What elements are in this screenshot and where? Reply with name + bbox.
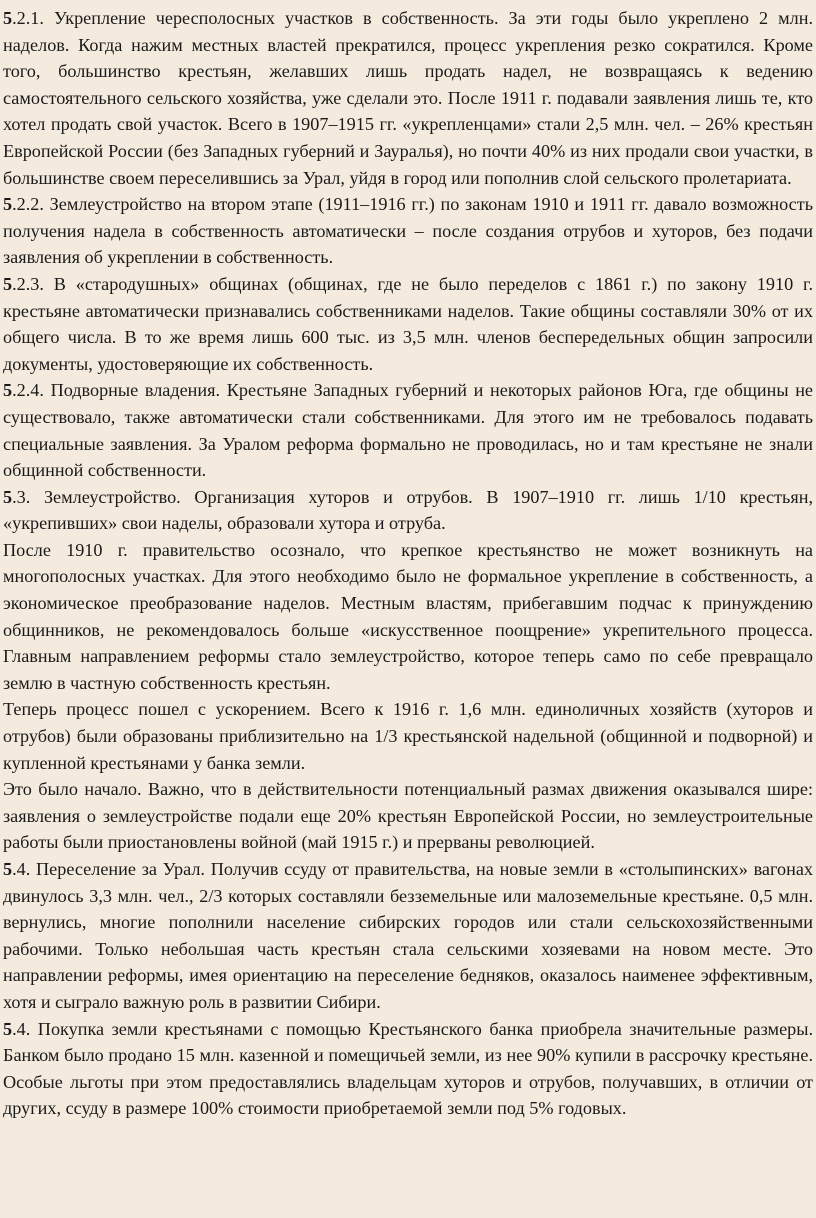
section-number: 5 <box>3 273 13 294</box>
section-number: 5 <box>3 194 13 215</box>
section-number: 5 <box>3 859 13 879</box>
section-number: 5 <box>3 1018 13 1039</box>
paragraph-text: .2.2. Землеустройство на втором этапе (1911–1916 гг.) по законам 1910 и 1911 гг. давало возможность получения надела в собственность автоматически – после создания отрубов и хуторов, без подачи заявления об укреплении в собственность. <box>3 194 813 268</box>
paragraph-after-1910 <box>3 537 813 697</box>
paragraph-5-3 <box>3 484 813 537</box>
paragraph-text: Это было начало. Важно, что в действительности потенциальный размах движения оказывался шире: заявления о землеустройстве подали еще 20% крестьян Европейской России, но землеустроительные работы были приостановлены войной (май 1915 г.) и прерваны революцией. <box>3 779 813 853</box>
paragraph-text: После 1910 г. правительство осознало, что крепкое крестьянство не может возникнуть на многополосных участках. Для этого необходимо было не формальное укрепление в собственность, а экономическое преобразование наделов. Местным властям, прибегавшим подчас к принуждению общинников, не рекомендовалось больше «искусственное поощрение» укрепительного процесса. Главным направлением реформы стало землеустройство, которое теперь само по себе превращало землю в частную собственность крестьян. <box>3 539 813 693</box>
paragraph-text: .2.4. Подворные владения. Крестьяне Западных губерний и некоторых районов Юга, где общины не существовало, также автоматически стали собственниками. Для этого им не требовалось подавать специальные заявления. За Уралом реформа формально не проводилась, но и там крестьяне не знали общинной собственности. <box>3 380 813 481</box>
paragraph-beginning <box>3 776 813 856</box>
paragraph-text: .3. Землеустройство. Организация хуторов и отрубов. В 1907–1910 гг. лишь 1/10 крестьян, «укрепивших» свои наделы, образовали хутора и отруба. <box>3 486 813 534</box>
section-number: 5 <box>3 380 13 401</box>
section-number: 5 <box>3 8 13 28</box>
paragraph-5-2-4 <box>3 377 813 483</box>
section-number: 5 <box>3 486 13 507</box>
paragraph-text: Теперь процесс пошел с ускорением. Всего к 1916 г. 1,6 млн. единоличных хозяйств (хуторов и отрубов) были образованы приблизительно на 1/3 крестьянской надельной (общинной и подворной) и купленной крестьянами у банка земли. <box>3 699 813 773</box>
paragraph-text: .2.1. Укрепление чересполосных участков в собственность. За эти годы было укреплено 2 млн. наделов. Когда нажим местных властей прекратился, процесс укрепления резко сократился. Кроме того, большинство крестьян, желавших лишь продать надел, не возвращаясь к ведению самостоятельного сельского хозяйства, уже сделали это. После 1911 г. подавали заявления лишь те, кто хотел продать свой участок. Всего в 1907–1915 гг. «укрепленцами» стали 2,5 млн. чел. – 26% крестьян Европейской России (без Западных губерний и Зауралья), но почти 40% из них продали свои участки, в большинстве своем переселившись за Урал, уйдя в город или пополнив слой сельского пролетариата. <box>3 8 813 188</box>
paragraph-acceleration <box>3 696 813 776</box>
paragraph-text: .4. Переселение за Урал. Получив ссуду от правительства, на новые земли в «столыпинских» вагонах двинулось 3,3 млн. чел., 2/3 которых составляли безземельные или малоземельные крестьяне. 0,5 млн. вернулись, многие пополнили население сибирских городов или стали сельскохозяйственными рабочими. Только небольшая часть крестьян стала сельскими хозяевами на новом месте. Это направлении реформы, имея ориентацию на переселение бедняков, оказалось наименее эффективным, хотя и сыграло важную роль в развитии Сибири. <box>3 859 813 1012</box>
paragraph-5-2-3 <box>3 271 813 377</box>
paragraph-text: .2.3. В «стародушных» общинах (общинах, где не было переделов с 1861 г.) по закону 1910 г. крестьяне автоматически признавались собственниками наделов. Такие общины составляли 30% от их общего числа. В то же время лишь 600 тыс. из 3,5 млн. членов беспередельных общин запросили документы, удостоверяющие их собственность. <box>3 273 813 374</box>
paragraph-5-2-2 <box>3 191 813 271</box>
paragraph-text: .4. Покупка земли крестьянами с помощью Крестьянского банка приобрела значительные размеры. Банком было продано 15 млн. казенной и помещичьей земли, из нее 90% купили в рассрочку крестьяне. Особые льготы при этом предоставлялись владельцам хуторов и отрубов, получавших, в отличии от других, ссуду в размере 100% стоимости приобретаемой земли под 5% годовых. <box>3 1018 813 1119</box>
paragraph-5-2-1 <box>3 5 813 191</box>
paragraph-5-4-bank <box>3 1016 813 1122</box>
paragraph-5-4-resettlement <box>3 856 813 1016</box>
